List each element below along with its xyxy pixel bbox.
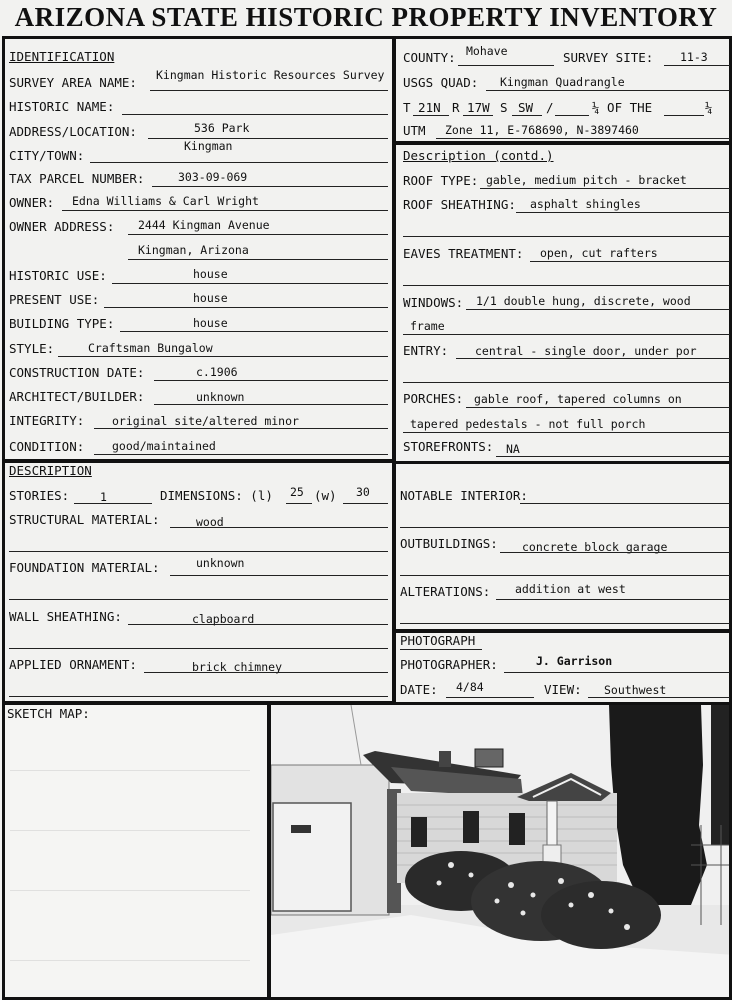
survey-area-value: Kingman Historic Resources Survey [156,68,385,82]
foundation-material-value: unknown [196,556,245,570]
condition-value: good/maintained [112,439,216,453]
eaves-value: open, cut rafters [540,246,658,260]
usgs-quad-value: Kingman Quadrangle [500,75,625,89]
storefronts-value: NA [506,442,520,456]
tax-parcel-value: 303-09-069 [178,170,248,184]
photographer-label: PHOTOGRAPHER: [400,657,498,672]
survey-site-value: 11-3 [680,50,708,64]
applied-ornament-value: brick chimney [192,660,283,674]
owner-address-value-2: Kingman, Arizona [138,243,249,257]
notable-interior-label: NOTABLE INTERIOR: [400,488,528,503]
outbuildings-label: OUTBUILDINGS: [400,536,498,551]
description-header: DESCRIPTION [9,463,92,478]
alterations-label: ALTERATIONS: [400,584,491,599]
foundation-material-label: FOUNDATION MATERIAL: [9,560,160,575]
roof-type-value: gable, medium pitch - bracket [486,173,687,187]
dimensions-width: 30 [356,485,370,499]
outbuildings-value: concrete block garage [522,540,668,554]
storefronts-label: STOREFRONTS: [403,439,494,454]
architect-value: unknown [196,390,245,404]
structural-material-value: wood [196,515,224,529]
structural-material-label: STRUCTURAL MATERIAL: [9,512,160,527]
quarter-of-the: ¼ OF THE [592,100,653,115]
entry-value: central - single door, under por [475,344,697,358]
quarter-2: ¼ [705,100,713,115]
identification-header: IDENTIFICATION [9,49,115,64]
historic-name-label: HISTORIC NAME: [9,99,115,114]
historic-use-label: HISTORIC USE: [9,268,107,283]
house-photo-drawing [271,705,732,1000]
eaves-label: EAVES TREATMENT: [403,246,524,261]
dimensions-width-label: (w) [314,488,337,503]
tax-parcel-label: TAX PARCEL NUMBER: [9,171,145,186]
photograph-header: PHOTOGRAPH [400,633,476,648]
stories-value: 1 [100,490,107,504]
owner-value: Edna Williams & Carl Wright [72,194,259,208]
county-label: COUNTY: [403,50,456,65]
style-label: STYLE: [9,341,55,356]
roof-type-label: ROOF TYPE: [403,173,479,188]
alterations-value: addition at west [515,582,626,596]
wall-sheathing-label: WALL SHEATHING: [9,609,122,624]
owner-label: OWNER: [9,195,55,210]
house-photo [268,702,732,1000]
photo-date-value: 4/84 [456,680,484,694]
owner-address-value-1: 2444 Kingman Avenue [138,218,270,232]
utm-label: UTM [403,123,426,138]
roof-sheathing-label: ROOF SHEATHING: [403,197,516,212]
porches-value-2: tapered pedestals - not full porch [410,417,646,431]
survey-site-label: SURVEY SITE: [563,50,654,65]
photographer-value: J. Garrison [536,654,613,668]
sketch-faint-lines [10,760,260,990]
address-value: 536 Park [194,121,250,135]
dimensions-label: DIMENSIONS: (l) [160,488,273,503]
windows-value-1: 1/1 double hung, discrete, wood [476,294,691,308]
view-label: VIEW: [544,682,582,697]
construction-date-label: CONSTRUCTION DATE: [9,365,145,380]
roof-sheathing-value: asphalt shingles [530,197,641,211]
integrity-label: INTEGRITY: [9,413,85,428]
form-title: ARIZONA STATE HISTORIC PROPERTY INVENTORY [14,2,718,32]
present-use-value: house [193,291,228,305]
address-label: ADDRESS/LOCATION: [9,124,137,139]
building-type-value: house [193,316,228,330]
owner-address-label: OWNER ADDRESS: [9,219,115,234]
porches-label: PORCHES: [403,391,464,406]
construction-date-value: c.1906 [196,365,238,379]
description-contd-header: Description (contd.) [403,148,554,163]
section-sw: SW [518,100,534,115]
stories-label: STORIES: [9,488,70,503]
dimensions-length: 25 [290,485,304,499]
condition-label: CONDITION: [9,439,85,454]
historic-use-value: house [193,267,228,281]
windows-label: WINDOWS: [403,295,464,310]
section-label: S [500,100,508,115]
county-value: Mohave [466,44,508,58]
windows-value-2: frame [410,319,445,333]
city-value: Kingman [184,139,233,153]
view-value: Southwest [604,683,667,697]
present-use-label: PRESENT USE: [9,292,100,307]
entry-label: ENTRY: [403,343,449,358]
range: R 17W [452,100,490,115]
architect-label: ARCHITECT/BUILDER: [9,389,145,404]
sketch-map-label: SKETCH MAP: [7,706,90,721]
applied-ornament-label: APPLIED ORNAMENT: [9,657,137,672]
usgs-quad-label: USGS QUAD: [403,75,479,90]
utm-value: Zone 11, E-768690, N-3897460 [445,123,639,137]
photo-date-label: DATE: [400,682,438,697]
porches-value-1: gable roof, tapered columns on [474,392,682,406]
township: T 21N [403,100,441,115]
city-label: CITY/TOWN: [9,148,85,163]
integrity-value: original site/altered minor [112,414,299,428]
building-type-label: BUILDING TYPE: [9,316,115,331]
style-value: Craftsman Bungalow [88,341,213,355]
wall-sheathing-value: clapboard [192,612,255,626]
section-slash: / [546,100,554,115]
survey-area-label: SURVEY AREA NAME: [9,75,137,90]
